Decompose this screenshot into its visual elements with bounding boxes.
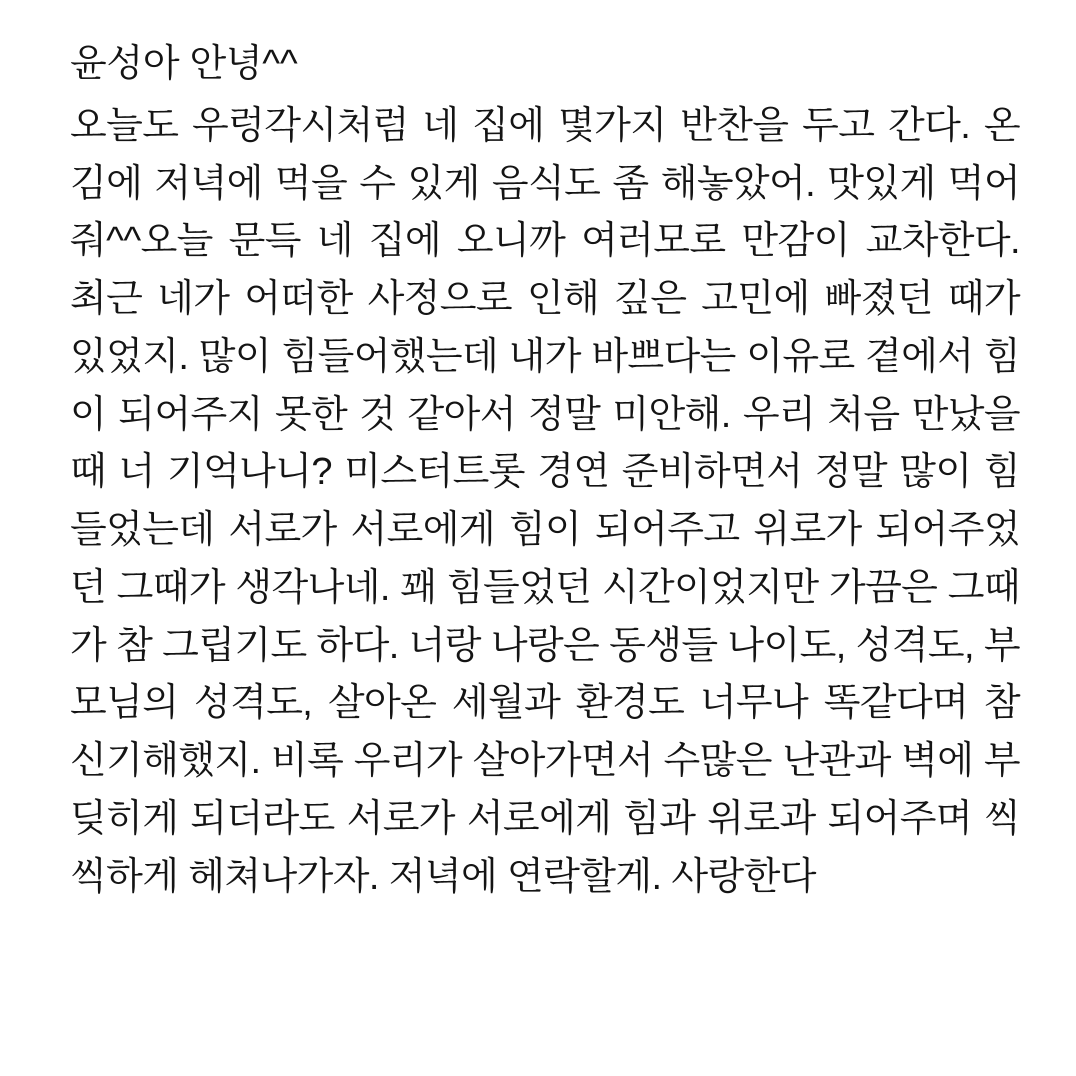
letter-body-text: 오늘도 우렁각시처럼 네 집에 몇가지 반찬을 두고 간다. 온 김에 저녁에 먹을 수 있게 음식도 좀 해놓았어. 맛있게 먹어줘^^오늘 문득 네 집에 오니까 여러모로 만감이 교차한다. 최근 네가 어떠한 사정으로 인해 깊은 고민에 빠졌던 때가 있었지. 많이 힘들어했는데 내가 바쁘다는 이유로 곁에서 힘이 되어주지 못한 것 같아서 정말 미안해. 우리 처음 만났을때 너 기억나니? 미스터트롯 경연 준비하면서 정말 많이 힘들었는데 서로가 서로에게 힘이 되어주고 위로가 되어주었던 그때가 생각나네. 꽤 힘들었던 시간이었지만 가끔은 그때가 참 그립기도 하다. 너랑 나랑은 동생들 나이도, 성격도, 부모님의 성격도, 살아온 세월과 환경도 너무나 똑같다며 참 신기해했지. 비록 우리가 살아가면서 수많은 난관과 벽에 부딪히게 되더라도 서로가 서로에게 힘과 위로과 되어주며 씩씩하게 헤쳐나가자. 저녁에 연락할게. 사랑한다: [70, 104, 1020, 898]
letter-greeting: 윤성아 안녕^^: [70, 43, 298, 85]
